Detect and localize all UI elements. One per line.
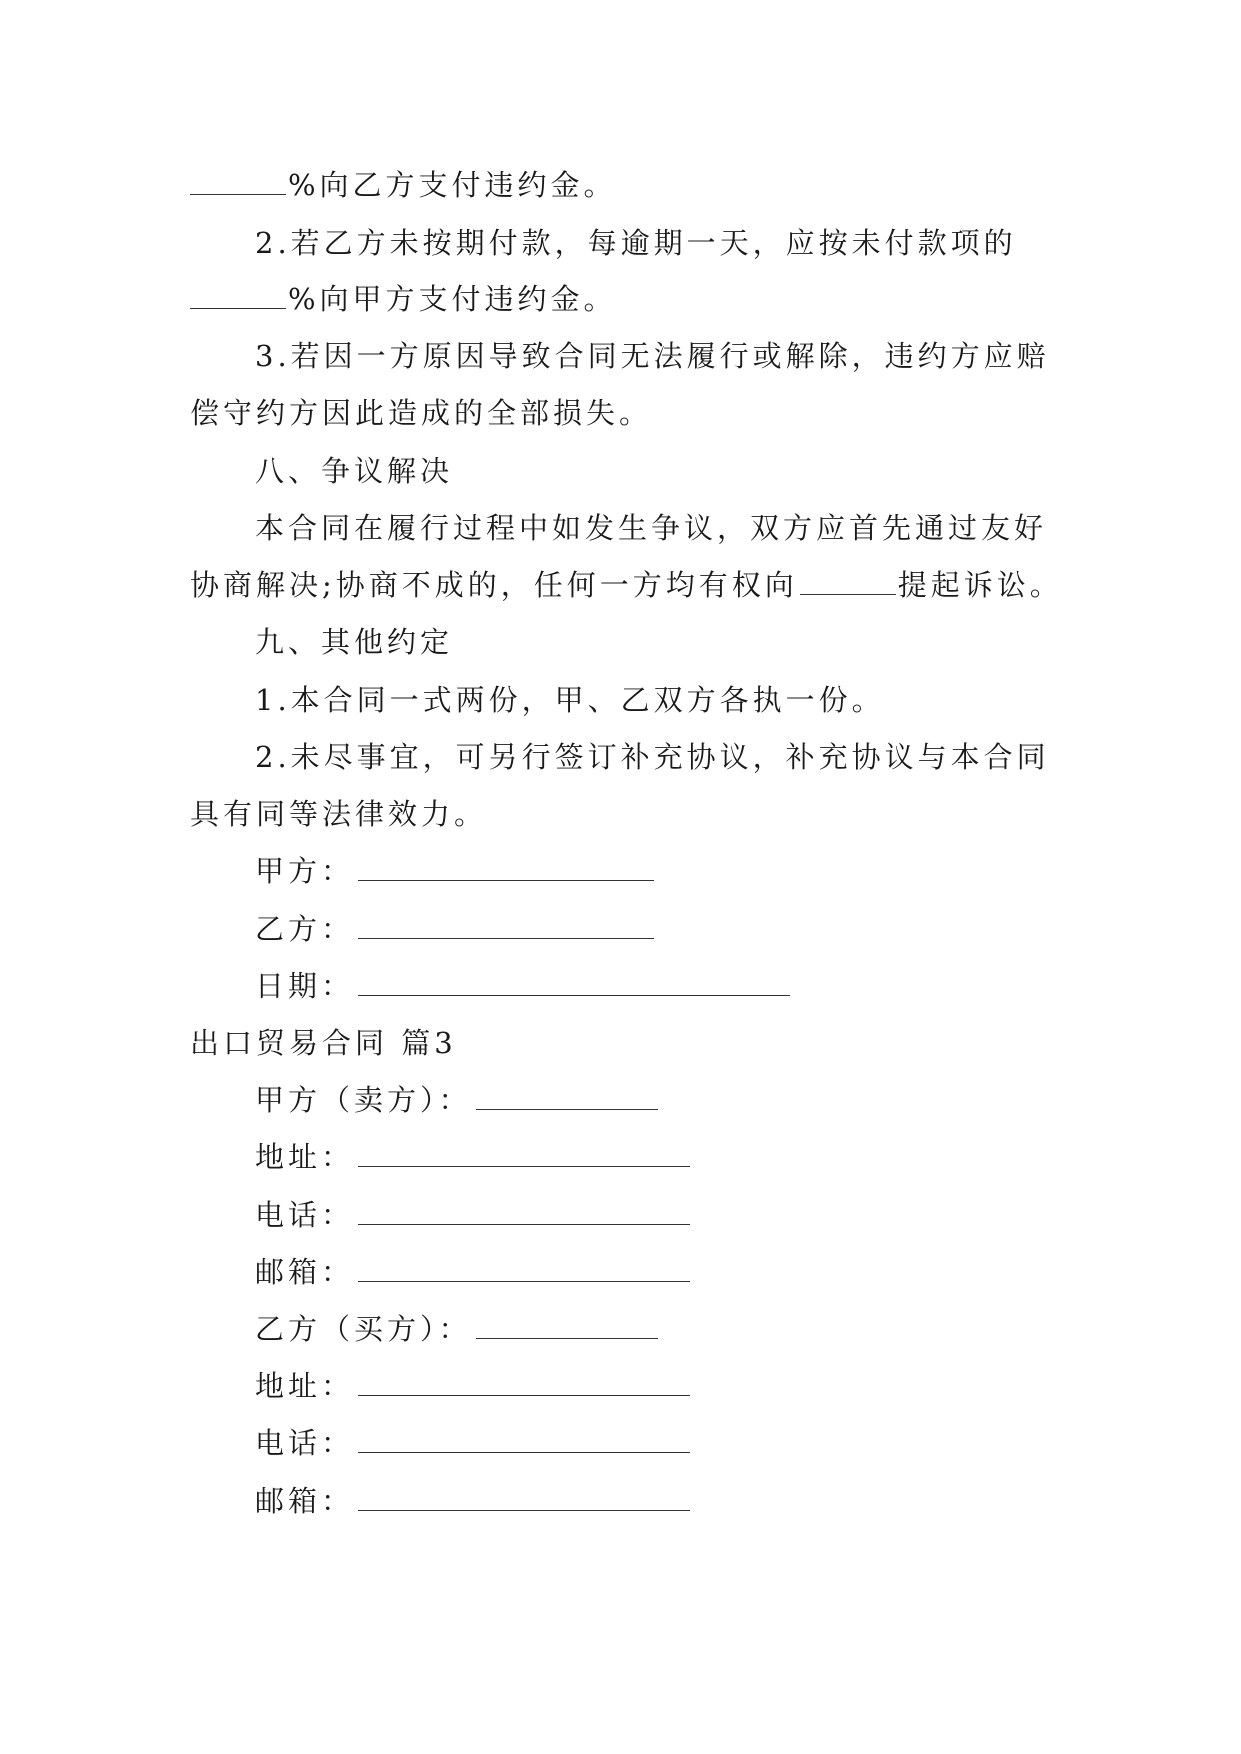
- buyer-address: 地址：: [255, 1357, 1050, 1415]
- seller-phone-blank[interactable]: [358, 1190, 690, 1225]
- penalty-rate-blank[interactable]: [190, 160, 286, 195]
- signature-party-b: 乙方：: [255, 900, 1050, 958]
- clause-3-line: 3.若因一方原因导致合同无法履行或解除，违约方应赔: [255, 339, 1050, 373]
- seller-address-blank[interactable]: [358, 1132, 690, 1167]
- section3-title: 出口贸易合同 篇3: [190, 1026, 457, 1060]
- buyer-email: 邮箱：: [255, 1472, 1050, 1530]
- buyer-address-blank[interactable]: [358, 1361, 690, 1396]
- dispute-paragraph-line-2: 协商解决;协商不成的，任何一方均有权向 提起诉讼。: [190, 556, 1050, 614]
- seller-address: 地址：: [255, 1128, 1050, 1186]
- buyer-phone: 电话：: [255, 1414, 1050, 1472]
- seller-email-blank[interactable]: [358, 1247, 690, 1282]
- other-clause-2-continued: 具有同等法律效力。: [190, 797, 488, 831]
- penalty-rate-line-a: %向乙方支付违约金。: [190, 156, 1050, 214]
- seller-name-blank[interactable]: [476, 1075, 658, 1110]
- penalty-rate-line-b: %向甲方支付违约金。: [190, 270, 1050, 328]
- seller-label: 甲方（卖方）：: [255, 1071, 1050, 1129]
- buyer-name-blank[interactable]: [476, 1304, 658, 1339]
- dispute-paragraph-line-1: 本合同在履行过程中如发生争议，双方应首先通过友好: [255, 511, 1048, 545]
- penalty-rate-blank[interactable]: [190, 274, 286, 309]
- party-b-signature-blank[interactable]: [358, 904, 654, 939]
- section-heading-other: 九、其他约定: [255, 625, 454, 659]
- signature-party-a: 甲方：: [255, 842, 1050, 900]
- signature-date: 日期：: [255, 957, 1050, 1015]
- clause-2-line: 2.若乙方未按期付款，每逾期一天，应按未付款项的: [255, 226, 1017, 260]
- seller-phone: 电话：: [255, 1186, 1050, 1244]
- court-blank[interactable]: [800, 560, 896, 595]
- buyer-label: 乙方（买方）：: [255, 1300, 1050, 1358]
- buyer-phone-blank[interactable]: [358, 1418, 690, 1453]
- other-clause-2: 2.未尽事宜，可另行签订补充协议，补充协议与本合同: [255, 740, 1050, 774]
- buyer-email-blank[interactable]: [358, 1476, 690, 1511]
- section-heading-dispute: 八、争议解决: [255, 454, 454, 488]
- other-clause-1: 1.本合同一式两份，甲、乙双方各执一份。: [255, 683, 885, 717]
- date-blank[interactable]: [358, 961, 790, 996]
- clause-3-continued: 偿守约方因此造成的全部损失。: [190, 396, 653, 430]
- seller-email: 邮箱：: [255, 1243, 1050, 1301]
- party-a-signature-blank[interactable]: [358, 846, 654, 881]
